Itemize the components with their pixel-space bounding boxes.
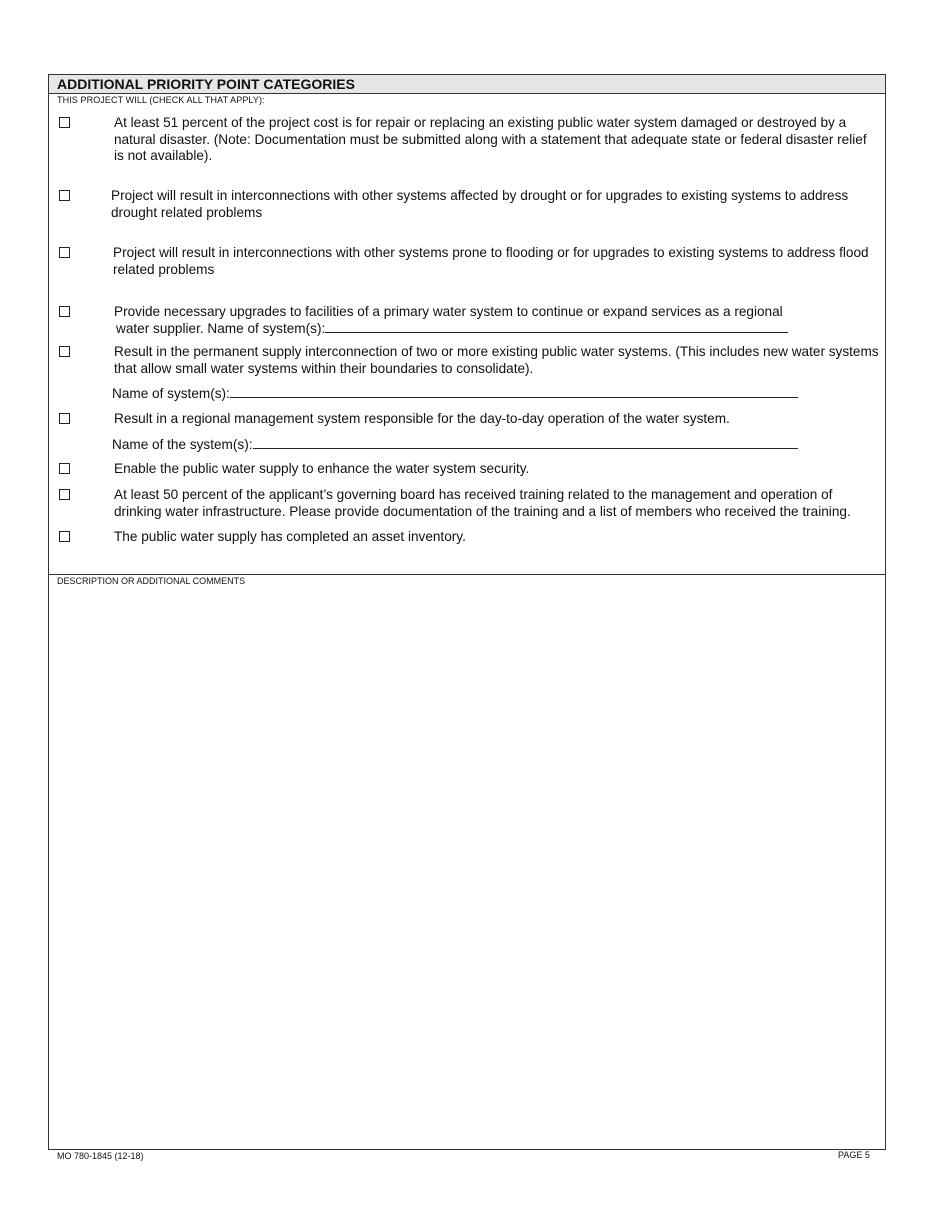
item-text: Project will result in interconnections with other systems prone to flooding or for upgrades to existing systems to address flood related problems: [113, 245, 869, 277]
field-label: Name of the system(s):: [112, 437, 253, 452]
item-text: At least 51 percent of the project cost is for repair or replacing an existing public water system damaged or destroyed by a natural disaster. (Note: Documentation must be submitted along with a statement that adequate state or federal disaster relief is not available).: [114, 115, 867, 163]
field-label: Name of system(s):: [112, 386, 230, 401]
interconnection-checkbox[interactable]: [59, 346, 70, 357]
regional-management-checkbox[interactable]: [59, 413, 70, 424]
natural-disaster-checkbox[interactable]: [59, 117, 70, 128]
item-text: Provide necessary upgrades to facilities of a primary water system to continue or expand services as a regional: [114, 304, 783, 319]
item-text: The public water supply has completed an asset inventory.: [114, 529, 466, 544]
form-number: MO 780-1845 (12-18): [57, 1151, 144, 1161]
comments-area[interactable]: [49, 589, 885, 1149]
item-text: Project will result in interconnections with other systems affected by drought or for upgrades to existing systems to address drought related problems: [111, 188, 849, 220]
security-checkbox[interactable]: [59, 463, 70, 474]
asset-inventory-checkbox[interactable]: [59, 531, 70, 542]
board-training-checkbox[interactable]: [59, 489, 70, 500]
regional-supplier-checkbox[interactable]: [59, 306, 70, 317]
interconnection-name-field[interactable]: [230, 385, 798, 398]
item-text: Result in the permanent supply interconnection of two or more existing public water systems. (This includes new water systems that allow small water systems within their boundaries to consolidate).: [114, 344, 879, 376]
item-text: At least 50 percent of the applicant’s governing board has received training related to the management and operation of drinking water infrastructure. Please provide documentation of the training and a list of members who received the training.: [114, 487, 851, 519]
comments-label: DESCRIPTION OR ADDITIONAL COMMENTS: [57, 576, 246, 586]
drought-checkbox[interactable]: [59, 190, 70, 201]
field-label: water supplier. Name of system(s):: [116, 321, 326, 336]
regional-supplier-name-field[interactable]: [325, 320, 788, 333]
item-text: Enable the public water supply to enhance the water system security.: [114, 461, 530, 476]
section-divider: [49, 574, 885, 575]
item-text: Result in a regional management system responsible for the day-to-day operation of the water system.: [114, 411, 730, 426]
regional-supplier-name-line: [116, 320, 788, 338]
page-number: PAGE 5: [838, 1150, 870, 1160]
flooding-checkbox[interactable]: [59, 247, 70, 258]
section-instruction: THIS PROJECT WILL (CHECK ALL THAT APPLY):: [57, 95, 265, 105]
regional-management-name-field[interactable]: [253, 436, 798, 449]
interconnection-name-line: [112, 385, 798, 403]
section-title: ADDITIONAL PRIORITY POINT CATEGORIES: [49, 75, 885, 94]
priority-points-form: [48, 74, 886, 1150]
regional-management-name-line: [112, 436, 798, 454]
